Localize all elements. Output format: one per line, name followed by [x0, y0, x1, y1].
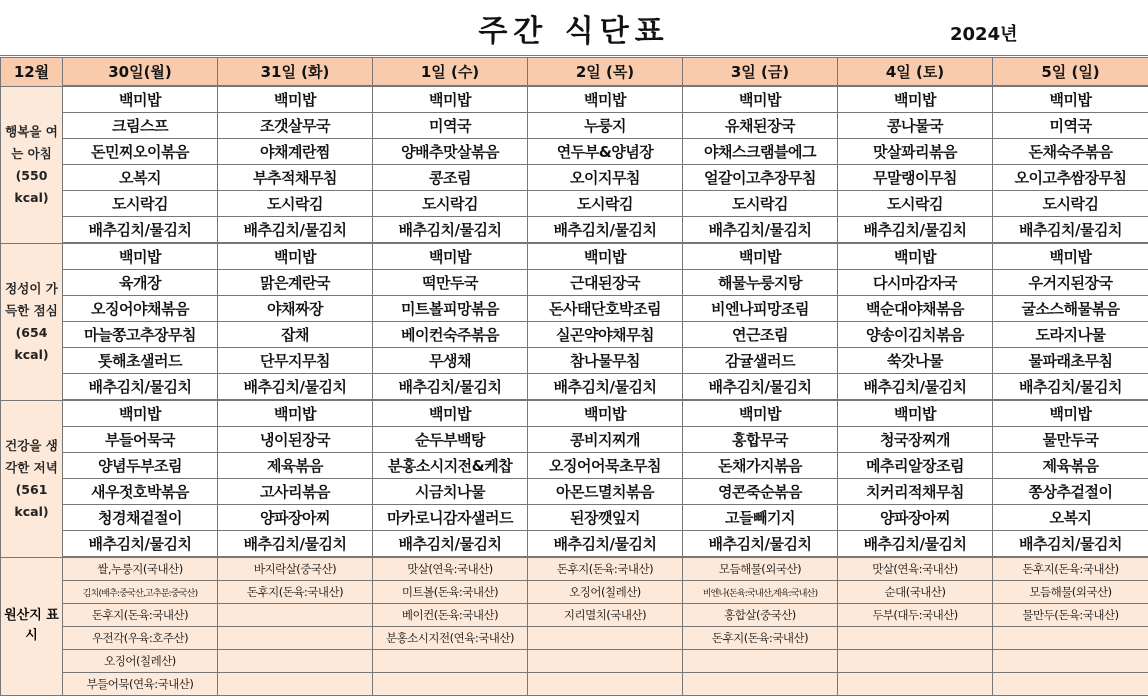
origin-cell: 비엔나(돈육:국내산,계육:국내산): [683, 581, 838, 604]
dish-cell: 백미밥: [373, 86, 528, 113]
dish-cell: 배추김치/물김치: [373, 374, 528, 401]
origin-cell: 홍합살(중국산): [683, 604, 838, 627]
dish-cell: 비엔나피망조림: [683, 296, 838, 322]
menu-row-breakfast: [1, 191, 1148, 217]
dish-cell: 된장깻잎지: [528, 505, 683, 531]
dish-cell: 백미밥: [683, 86, 838, 113]
dish-cell: 백미밥: [528, 243, 683, 270]
day-header: 30일(월): [63, 58, 218, 87]
dish-cell: 무말랭이무침: [838, 165, 993, 191]
dish-cell: 배추김치/물김치: [683, 374, 838, 401]
origin-label: 원산지 표시: [1, 557, 63, 696]
dish-cell: 청경채겉절이: [63, 505, 218, 531]
origin-cell: [528, 673, 683, 696]
dish-cell: 맛살꽈리볶음: [838, 139, 993, 165]
origin-cell: [838, 673, 993, 696]
dish-cell: 무생채: [373, 348, 528, 374]
dish-cell: 배추김치/물김치: [63, 217, 218, 244]
dish-cell: 시금치나물: [373, 479, 528, 505]
origin-cell: 우전각(우육:호주산): [63, 627, 218, 650]
dish-cell: 근대된장국: [528, 270, 683, 296]
origin-cell: 물만두(돈육:국내산): [993, 604, 1148, 627]
menu-row-dinner: [1, 400, 1148, 427]
dish-cell: 부추적채무침: [218, 165, 373, 191]
dish-cell: 오복지: [993, 505, 1148, 531]
origin-cell: 분홍소시지전(연육:국내산): [373, 627, 528, 650]
dish-cell: 배추김치/물김치: [528, 217, 683, 244]
dish-cell: 배추김치/물김치: [373, 531, 528, 558]
dish-cell: 백미밥: [218, 400, 373, 427]
meal-label-lunch: 정성이 가득한 점심 (654 kcal): [1, 243, 63, 400]
dish-cell: 조갯살무국: [218, 113, 373, 139]
dish-cell: 야채스크램블에그: [683, 139, 838, 165]
origin-cell: 모듬해물(외국산): [683, 557, 838, 581]
dish-cell: 백미밥: [63, 400, 218, 427]
dish-cell: 도시락김: [993, 191, 1148, 217]
dish-cell: 치커리적채무침: [838, 479, 993, 505]
dish-cell: 백미밥: [838, 86, 993, 113]
menu-row-dinner: [1, 505, 1148, 531]
dish-cell: 마카로니감자샐러드: [373, 505, 528, 531]
origin-cell: 오징어(칠레산): [528, 581, 683, 604]
dish-cell: 배추김치/물김치: [993, 217, 1148, 244]
dish-cell: 백미밥: [528, 86, 683, 113]
dish-cell: 메추리알장조림: [838, 453, 993, 479]
origin-cell: [838, 627, 993, 650]
dish-cell: 연두부&양념장: [528, 139, 683, 165]
dish-cell: 배추김치/물김치: [838, 217, 993, 244]
menu-row-dinner: [1, 427, 1148, 453]
dish-cell: 양파장아찌: [838, 505, 993, 531]
meal-label-dinner: 건강을 생각한 저녁 (561 kcal): [1, 400, 63, 557]
origin-cell: 미트볼(돈육:국내산): [373, 581, 528, 604]
origin-cell: 맛살(연육:국내산): [373, 557, 528, 581]
dish-cell: 연근조림: [683, 322, 838, 348]
origin-cell: [218, 604, 373, 627]
dish-cell: 백미밥: [63, 86, 218, 113]
dish-cell: 배추김치/물김치: [683, 531, 838, 558]
dish-cell: 돈채가지볶음: [683, 453, 838, 479]
dish-cell: 다시마감자국: [838, 270, 993, 296]
dish-cell: 배추김치/물김치: [838, 531, 993, 558]
dish-cell: 쑥갓나물: [838, 348, 993, 374]
dish-cell: 도시락김: [683, 191, 838, 217]
dish-cell: 돈채숙주볶음: [993, 139, 1148, 165]
dish-cell: 야채계란찜: [218, 139, 373, 165]
origin-cell: 돈후지(돈육:국내산): [218, 581, 373, 604]
menu-row-dinner: [1, 479, 1148, 505]
dish-cell: 백미밥: [683, 243, 838, 270]
dish-cell: 분홍소시지전&케찹: [373, 453, 528, 479]
origin-cell: 지리멸치(국내산): [528, 604, 683, 627]
origin-cell: [218, 673, 373, 696]
dish-cell: 미트볼피망볶음: [373, 296, 528, 322]
origin-row: [1, 650, 1148, 673]
dish-cell: 감귤샐러드: [683, 348, 838, 374]
menu-row-lunch: [1, 322, 1148, 348]
dish-cell: 야채짜장: [218, 296, 373, 322]
origin-row: [1, 604, 1148, 627]
dish-cell: 백미밥: [528, 400, 683, 427]
dish-cell: 오이지무침: [528, 165, 683, 191]
day-header: 4일 (토): [838, 58, 993, 87]
dish-cell: 해물누룽지탕: [683, 270, 838, 296]
dish-cell: 고들빼기지: [683, 505, 838, 531]
month-header: 12월: [1, 58, 63, 87]
origin-cell: 부들어묵(연육:국내산): [63, 673, 218, 696]
dish-cell: 배추김치/물김치: [838, 374, 993, 401]
dish-cell: 배추김치/물김치: [218, 531, 373, 558]
origin-cell: 순대(국내산): [838, 581, 993, 604]
day-header: 3일 (금): [683, 58, 838, 87]
dish-cell: 얼갈이고추장무침: [683, 165, 838, 191]
origin-cell: [218, 650, 373, 673]
dish-cell: 배추김치/물김치: [63, 531, 218, 558]
dish-cell: 영콘죽순볶음: [683, 479, 838, 505]
menu-row-dinner: [1, 453, 1148, 479]
dish-cell: 도시락김: [218, 191, 373, 217]
dish-cell: 물만두국: [993, 427, 1148, 453]
dish-cell: 백미밥: [838, 243, 993, 270]
dish-cell: 배추김치/물김치: [373, 217, 528, 244]
menu-row-breakfast: [1, 113, 1148, 139]
menu-table: [0, 57, 1148, 696]
origin-cell: 오징어(칠레산): [63, 650, 218, 673]
dish-cell: 냉이된장국: [218, 427, 373, 453]
menu-row-lunch: [1, 296, 1148, 322]
dish-cell: 톳해초샐러드: [63, 348, 218, 374]
dish-cell: 콩비지찌개: [528, 427, 683, 453]
dish-cell: 부들어묵국: [63, 427, 218, 453]
dish-cell: 백미밥: [993, 86, 1148, 113]
meal-label-breakfast: 행복을 여는 아침 (550 kcal): [1, 86, 63, 243]
dish-cell: 유채된장국: [683, 113, 838, 139]
dish-cell: 참나물무침: [528, 348, 683, 374]
dish-cell: 양송이김치볶음: [838, 322, 993, 348]
dish-cell: 쫑상추겉절이: [993, 479, 1148, 505]
origin-cell: [993, 627, 1148, 650]
menu-row-lunch: [1, 270, 1148, 296]
dish-cell: 돈사태단호박조림: [528, 296, 683, 322]
origin-row: [1, 627, 1148, 650]
header-row: [1, 58, 1148, 87]
dish-cell: 백미밥: [838, 400, 993, 427]
dish-cell: 홍합무국: [683, 427, 838, 453]
origin-cell: [218, 627, 373, 650]
dish-cell: 배추김치/물김치: [993, 374, 1148, 401]
origin-cell: [683, 650, 838, 673]
dish-cell: 미역국: [373, 113, 528, 139]
dish-cell: 제육볶음: [218, 453, 373, 479]
origin-cell: 쌀,누룽지(국내산): [63, 557, 218, 581]
day-header: 5일 (일): [993, 58, 1148, 87]
dish-cell: 오징어어묵초무침: [528, 453, 683, 479]
year-label: 2024년: [950, 24, 1018, 45]
origin-cell: [528, 650, 683, 673]
dish-cell: 오이고추쌈장무침: [993, 165, 1148, 191]
menu-row-lunch: [1, 243, 1148, 270]
title-bar: [0, 0, 1148, 56]
menu-body: [1, 86, 1148, 696]
origin-cell: 돈후지(돈육:국내산): [63, 604, 218, 627]
dish-cell: 실곤약야채무침: [528, 322, 683, 348]
menu-row-breakfast: [1, 86, 1148, 113]
origin-row: [1, 673, 1148, 696]
dish-cell: 배추김치/물김치: [683, 217, 838, 244]
dish-cell: 백미밥: [993, 400, 1148, 427]
origin-cell: [528, 627, 683, 650]
dish-cell: 배추김치/물김치: [528, 531, 683, 558]
origin-cell: 돈후지(돈육:국내산): [993, 557, 1148, 581]
dish-cell: 물파래초무침: [993, 348, 1148, 374]
dish-cell: 백미밥: [63, 243, 218, 270]
dish-cell: 배추김치/물김치: [218, 217, 373, 244]
dish-cell: 순두부백탕: [373, 427, 528, 453]
dish-cell: 누룽지: [528, 113, 683, 139]
dish-cell: 백미밥: [218, 86, 373, 113]
page-title: 주간 식단표: [478, 14, 670, 49]
dish-cell: 고사리볶음: [218, 479, 373, 505]
dish-cell: 새우젓호박볶음: [63, 479, 218, 505]
dish-cell: 콩조림: [373, 165, 528, 191]
dish-cell: 양파장아찌: [218, 505, 373, 531]
dish-cell: 청국장찌개: [838, 427, 993, 453]
origin-cell: 돈후지(돈육:국내산): [528, 557, 683, 581]
origin-cell: [993, 650, 1148, 673]
menu-row-dinner: [1, 531, 1148, 558]
dish-cell: 도시락김: [528, 191, 683, 217]
dish-cell: 배추김치/물김치: [528, 374, 683, 401]
dish-cell: 콩나물국: [838, 113, 993, 139]
dish-cell: 단무지무침: [218, 348, 373, 374]
dish-cell: 도시락김: [838, 191, 993, 217]
menu-row-lunch: [1, 348, 1148, 374]
dish-cell: 도라지나물: [993, 322, 1148, 348]
dish-cell: 아몬드멸치볶음: [528, 479, 683, 505]
dish-cell: 배추김치/물김치: [218, 374, 373, 401]
dish-cell: 도시락김: [63, 191, 218, 217]
dish-cell: 우거지된장국: [993, 270, 1148, 296]
origin-cell: [993, 673, 1148, 696]
dish-cell: 육개장: [63, 270, 218, 296]
dish-cell: 오징어야채볶음: [63, 296, 218, 322]
dish-cell: 도시락김: [373, 191, 528, 217]
menu-row-breakfast: [1, 217, 1148, 244]
origin-cell: 맛살(연육:국내산): [838, 557, 993, 581]
day-header: 2일 (목): [528, 58, 683, 87]
dish-cell: 크림스프: [63, 113, 218, 139]
dish-cell: 양배추맛살볶음: [373, 139, 528, 165]
dish-cell: 백미밥: [218, 243, 373, 270]
origin-row: [1, 557, 1148, 581]
origin-cell: 모듬해물(외국산): [993, 581, 1148, 604]
dish-cell: 미역국: [993, 113, 1148, 139]
origin-cell: 김치(배추:중국산,고추분:중국산): [63, 581, 218, 604]
dish-cell: 백미밥: [683, 400, 838, 427]
dish-cell: 양념두부조림: [63, 453, 218, 479]
dish-cell: 돈민찌오이볶음: [63, 139, 218, 165]
dish-cell: 오복지: [63, 165, 218, 191]
dish-cell: 베이컨숙주볶음: [373, 322, 528, 348]
origin-cell: 바지락살(중국산): [218, 557, 373, 581]
origin-cell: [683, 673, 838, 696]
menu-row-breakfast: [1, 165, 1148, 191]
day-header: 31일 (화): [218, 58, 373, 87]
dish-cell: 맑은계란국: [218, 270, 373, 296]
dish-cell: 백미밥: [373, 243, 528, 270]
origin-cell: 베이컨(돈육:국내산): [373, 604, 528, 627]
menu-row-lunch: [1, 374, 1148, 401]
origin-cell: [373, 650, 528, 673]
dish-cell: 배추김치/물김치: [63, 374, 218, 401]
dish-cell: 백순대야채볶음: [838, 296, 993, 322]
dish-cell: 굴소스해물볶음: [993, 296, 1148, 322]
origin-cell: [838, 650, 993, 673]
dish-cell: 백미밥: [993, 243, 1148, 270]
origin-cell: 두부(대두:국내산): [838, 604, 993, 627]
origin-cell: [373, 673, 528, 696]
dish-cell: 잡채: [218, 322, 373, 348]
origin-row: [1, 581, 1148, 604]
menu-row-breakfast: [1, 139, 1148, 165]
dish-cell: 제육볶음: [993, 453, 1148, 479]
dish-cell: 배추김치/물김치: [993, 531, 1148, 558]
day-header: 1일 (수): [373, 58, 528, 87]
origin-cell: 돈후지(돈육:국내산): [683, 627, 838, 650]
dish-cell: 떡만두국: [373, 270, 528, 296]
dish-cell: 백미밥: [373, 400, 528, 427]
dish-cell: 마늘쫑고추장무침: [63, 322, 218, 348]
